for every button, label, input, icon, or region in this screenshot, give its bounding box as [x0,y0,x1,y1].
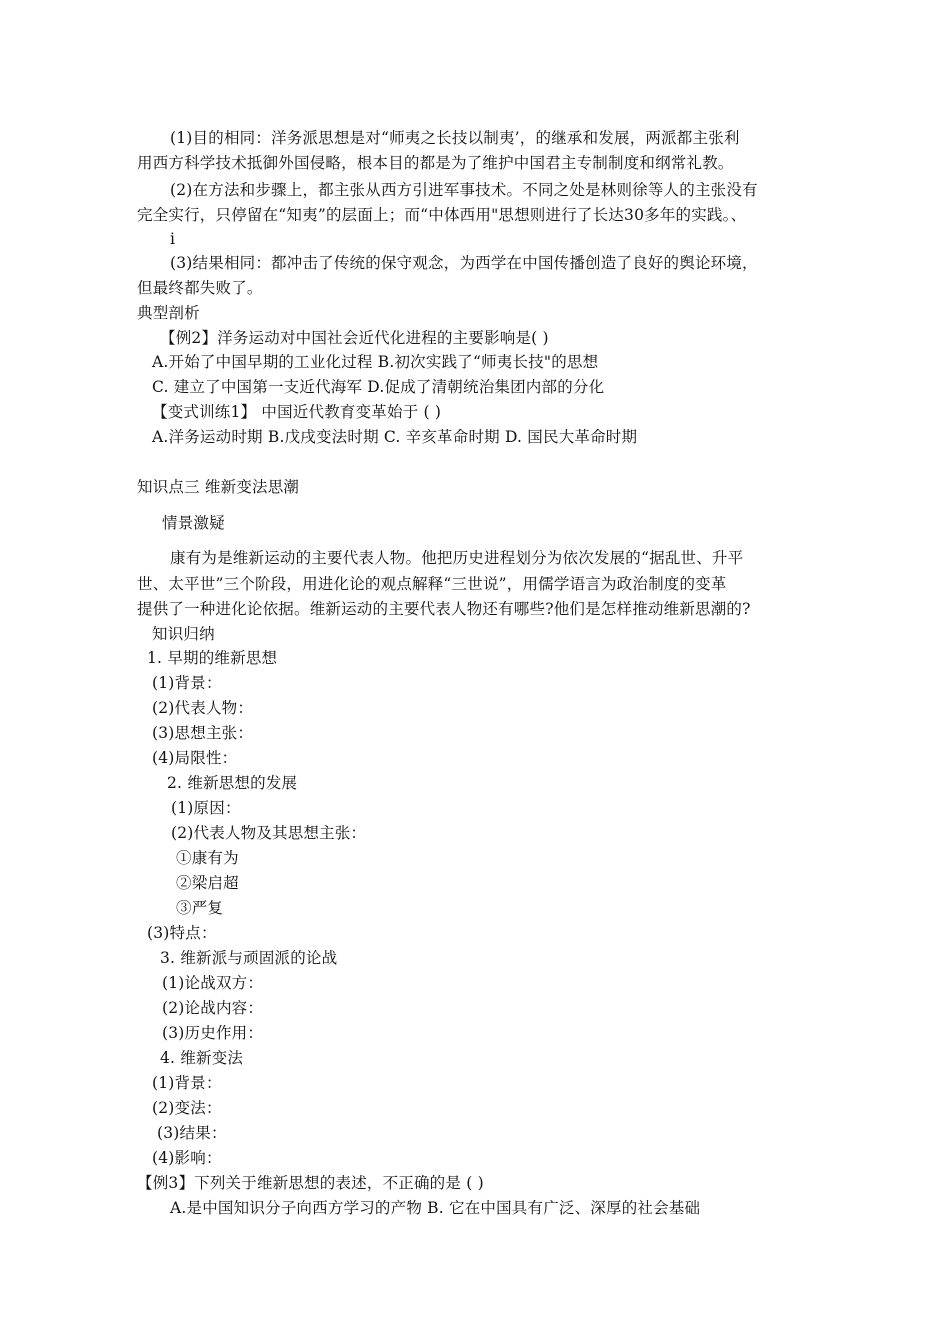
outline-item: (3)历史作用： [162,1024,264,1042]
outline-item: 3. 维新派与顽固派的论战 [160,949,338,967]
outline-item: (3)特点： [147,924,217,942]
text-line: (3)结果相同：都冲击了传统的保守观念，为西学在中国传播创造了良好的舆论环境， [170,254,758,272]
text-line: 但最终都失败了。 [137,279,263,297]
outline-item: 2. 维新思想的发展 [167,774,298,792]
outline-item: (4)局限性： [152,749,238,767]
outline-item: (2)变法： [152,1099,222,1117]
outline-item: (4)影响： [152,1149,222,1167]
outline-item: (1)背景： [152,674,222,692]
outline-item: ②梁启超 [176,874,239,892]
text-line: (2)在方法和步骤上，都主张从西方引进军事技术。不同之处是林则徐等人的主张没有 [170,181,758,199]
outline-item: ①康有为 [176,849,239,867]
paragraph-line: 康有为是维新运动的主要代表人物。他把历史进程划分为依次发展的“据乱世、升平 [170,549,744,567]
text-line: 用西方科学技术抵御外国侵略，根本目的都是为了维护中国君主专制制度和纲常礼教。 [137,154,734,172]
subsection-heading: 情景激疑 [162,514,225,532]
outline-item: 4. 维新变法 [160,1049,244,1067]
outline-item: (2)论战内容： [162,999,264,1017]
answer-options: A.是中国知识分子向西方学习的产物 B. 它在中国具有广泛、深厚的社会基础 [170,1199,701,1217]
outline-item: (2)代表人物及其思想主张： [171,824,367,842]
example-question: 【例3】下列关于维新思想的表述，不正确的是 ( ) [137,1174,484,1192]
text-line: (1)目的相同：洋务派思想是对“师夷之长技以制夷’，的继承和发展，两派都主张利 [170,129,740,147]
outline-item: (1)论战双方： [162,974,264,992]
outline-item: (1)背景： [152,1074,222,1092]
text-line: i [170,230,176,248]
section-heading: 知识点三 维新变法思潮 [137,478,300,496]
outline-item: (3)结果： [157,1124,227,1142]
outline-item: (3)思想主张： [152,724,254,742]
exercise-question: 【变式训练1】 中国近代教育变革始于 ( ) [152,403,442,421]
section-heading: 典型剖析 [137,304,200,322]
answer-options: C. 建立了中国第一支近代海军 D.促成了清朝统治集团内部的分化 [152,378,605,396]
outline-item: (2)代表人物： [152,699,254,717]
text-line: 完全实行，只停留在“知夷”的层面上；而“中体西用"思想则进行了长达30多年的实践。、 [137,206,747,224]
outline-item: 1. 早期的维新思想 [147,649,278,667]
answer-options: A.洋务运动时期 B.戊戌变法时期 C. 辛亥革命时期 D. 国民大革命时期 [152,428,638,446]
paragraph-line: 世、太平世”三个阶段，用进化论的观点解释“三世说”，用儒学语言为政治制度的变革 [137,575,727,593]
outline-item: ③严复 [176,899,224,917]
subsection-heading: 知识归纳 [152,625,215,643]
paragraph-line: 提供了一种进化论依据。维新运动的主要代表人物还有哪些?他们是怎样推动维新思潮的? [137,600,751,618]
answer-options: A.开始了中国早期的工业化过程 B.初次实践了“师夷长技"的思想 [152,353,599,371]
example-question: 【例2】洋务运动对中国社会近代化进程的主要影响是( ) [160,329,549,347]
outline-item: (1)原因： [171,799,241,817]
